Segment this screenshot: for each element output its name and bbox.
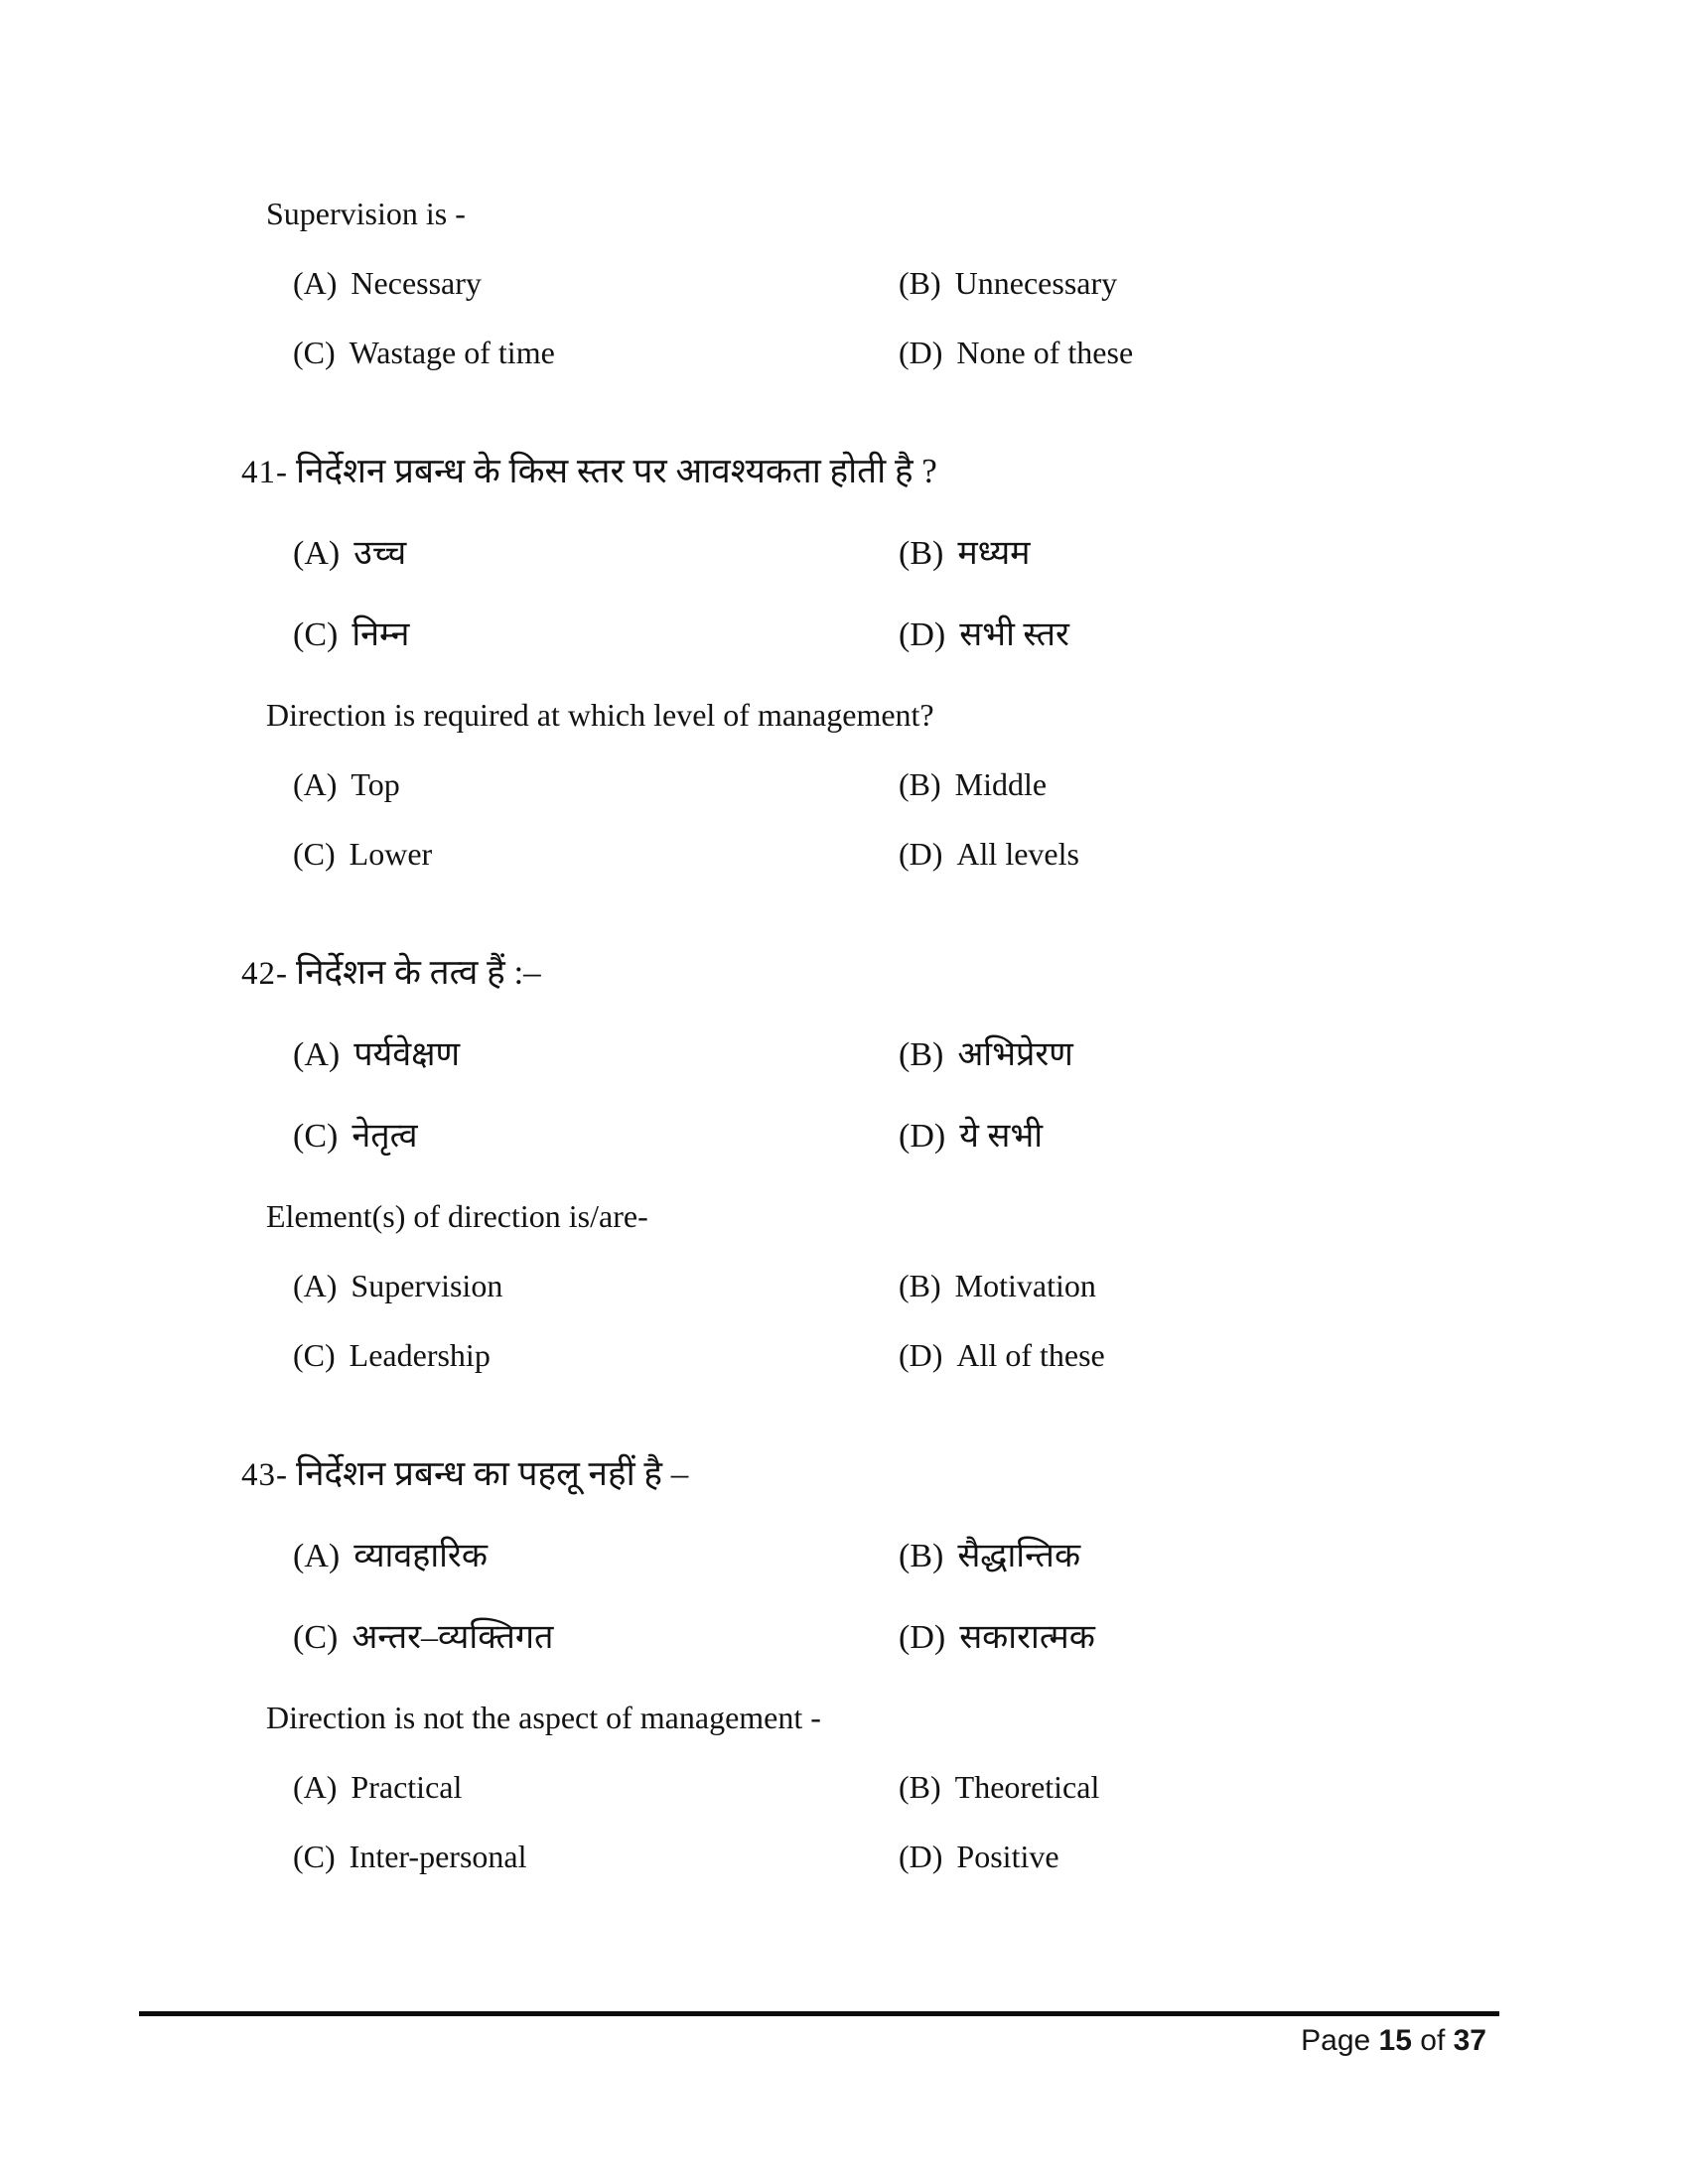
option-a	[293, 1534, 899, 1579]
option-label: (A)	[293, 535, 341, 572]
option-label: (A)	[293, 1268, 338, 1303]
option-text: Necessary	[351, 265, 482, 301]
option-text: पर्यवेक्षण	[353, 1036, 461, 1073]
option-text: सकारात्मक	[959, 1619, 1095, 1656]
option-c	[293, 1114, 899, 1160]
question-block-42	[0, 950, 1688, 1376]
option-label: (C)	[293, 1619, 339, 1656]
option-text: ये सभी	[959, 1118, 1044, 1155]
question-block-43	[0, 1451, 1688, 1877]
option-text: Wastage of time	[349, 335, 555, 370]
option-text: Positive	[956, 1839, 1059, 1874]
question-line-hindi	[241, 950, 1688, 997]
option-text: मध्यम	[957, 535, 1031, 572]
option-c	[293, 332, 899, 373]
option-text: Unnecessary	[954, 265, 1118, 301]
option-label: (C)	[293, 616, 339, 653]
option-b	[899, 1534, 1688, 1579]
question-number: 42-	[241, 956, 288, 992]
option-label: (C)	[293, 1118, 339, 1155]
option-label: (B)	[899, 1538, 944, 1574]
option-label: (D)	[899, 1337, 943, 1373]
option-label: (D)	[899, 616, 946, 653]
option-label: (B)	[899, 535, 944, 572]
option-c	[293, 1615, 899, 1661]
option-d	[899, 1334, 1688, 1376]
question-statement-english: Direction is required at which level of management?	[266, 697, 934, 733]
options-hindi	[293, 1032, 1688, 1160]
option-text: All of these	[956, 1337, 1105, 1373]
option-label: (D)	[899, 335, 943, 370]
question-block-supervision-english	[0, 193, 1688, 373]
option-text: Lower	[349, 836, 433, 872]
page-number-indicator	[1301, 2023, 1486, 2059]
option-text: Top	[351, 766, 400, 802]
option-text: निम्न	[352, 616, 410, 653]
option-text: सैद्धान्तिक	[957, 1538, 1081, 1574]
option-label: (D)	[899, 1619, 946, 1656]
option-d	[899, 332, 1688, 373]
option-text: अभिप्रेरण	[957, 1036, 1073, 1073]
option-text: सभी स्तर	[959, 616, 1069, 653]
option-d	[899, 833, 1688, 875]
options-english	[293, 262, 1688, 373]
option-a	[293, 1766, 899, 1808]
question-line-hindi	[241, 1451, 1688, 1498]
option-label: (A)	[293, 766, 338, 802]
option-b	[899, 1032, 1688, 1078]
option-label: (C)	[293, 335, 336, 370]
question-line-hindi	[241, 449, 1688, 495]
option-label: (A)	[293, 1769, 338, 1805]
option-d	[899, 1114, 1688, 1160]
options-english	[293, 1265, 1688, 1376]
option-text: व्यावहारिक	[353, 1538, 488, 1574]
option-label: (D)	[899, 1118, 946, 1155]
option-label: (C)	[293, 836, 336, 872]
option-text: Leadership	[349, 1337, 491, 1373]
question-number: 43-	[241, 1457, 288, 1493]
options-english	[293, 763, 1688, 875]
question-statement-hindi: निर्देशन प्रबन्ध के किस स्तर पर आवश्यकता होती है ?	[296, 452, 937, 490]
option-b	[899, 763, 1688, 805]
question-number: 41-	[241, 455, 288, 490]
option-label: (C)	[293, 1337, 336, 1373]
option-text: All levels	[956, 836, 1079, 872]
option-a	[293, 262, 899, 304]
option-d	[899, 613, 1688, 658]
option-text: नेतृत्व	[352, 1118, 418, 1155]
option-text: None of these	[956, 335, 1134, 370]
option-c	[293, 1836, 899, 1877]
total-pages-number: 37	[1453, 2024, 1486, 2057]
option-c	[293, 833, 899, 875]
option-label: (C)	[293, 1839, 336, 1874]
option-b	[899, 531, 1688, 577]
option-text: Supervision	[351, 1268, 503, 1303]
option-d	[899, 1615, 1688, 1661]
option-a	[293, 763, 899, 805]
question-block-41	[0, 449, 1688, 875]
option-label: (A)	[293, 1036, 341, 1073]
option-text: अन्तर–व्यक्तिगत	[352, 1619, 554, 1656]
option-c	[293, 1334, 899, 1376]
option-b	[899, 262, 1688, 304]
footer-rule	[139, 2011, 1499, 2016]
option-label: (A)	[293, 265, 338, 301]
option-text: उच्च	[353, 535, 407, 572]
option-label: (B)	[899, 1036, 944, 1073]
question-statement-english: Supervision is -	[266, 196, 466, 231]
option-label: (D)	[899, 836, 943, 872]
option-a	[293, 531, 899, 577]
page-label: Page	[1301, 2024, 1379, 2057]
option-a	[293, 1265, 899, 1306]
option-b	[899, 1766, 1688, 1808]
option-b	[899, 1265, 1688, 1306]
option-text: Middle	[954, 766, 1048, 802]
question-statement-hindi: निर्देशन प्रबन्ध का पहलू नहीं है –	[296, 1454, 689, 1493]
option-text: Inter-personal	[349, 1839, 527, 1874]
option-label: (B)	[899, 1769, 941, 1805]
question-statement-hindi: निर्देशन के तत्व हैं :–	[296, 953, 541, 992]
option-d	[899, 1836, 1688, 1877]
current-page-number: 15	[1378, 2024, 1412, 2057]
option-label: (B)	[899, 1268, 941, 1303]
options-hindi	[293, 1534, 1688, 1661]
option-label: (D)	[899, 1839, 943, 1874]
options-english	[293, 1766, 1688, 1877]
option-text: Motivation	[954, 1268, 1096, 1303]
question-statement-english: Element(s) of direction is/are-	[266, 1198, 648, 1234]
options-hindi	[293, 531, 1688, 658]
option-a	[293, 1032, 899, 1078]
option-label: (B)	[899, 265, 941, 301]
option-label: (B)	[899, 766, 941, 802]
option-text: Practical	[351, 1769, 463, 1805]
option-c	[293, 613, 899, 658]
question-statement-english: Direction is not the aspect of management -	[266, 1700, 821, 1735]
option-text: Theoretical	[954, 1769, 1100, 1805]
of-label: of	[1411, 2024, 1454, 2057]
option-label: (A)	[293, 1538, 341, 1574]
